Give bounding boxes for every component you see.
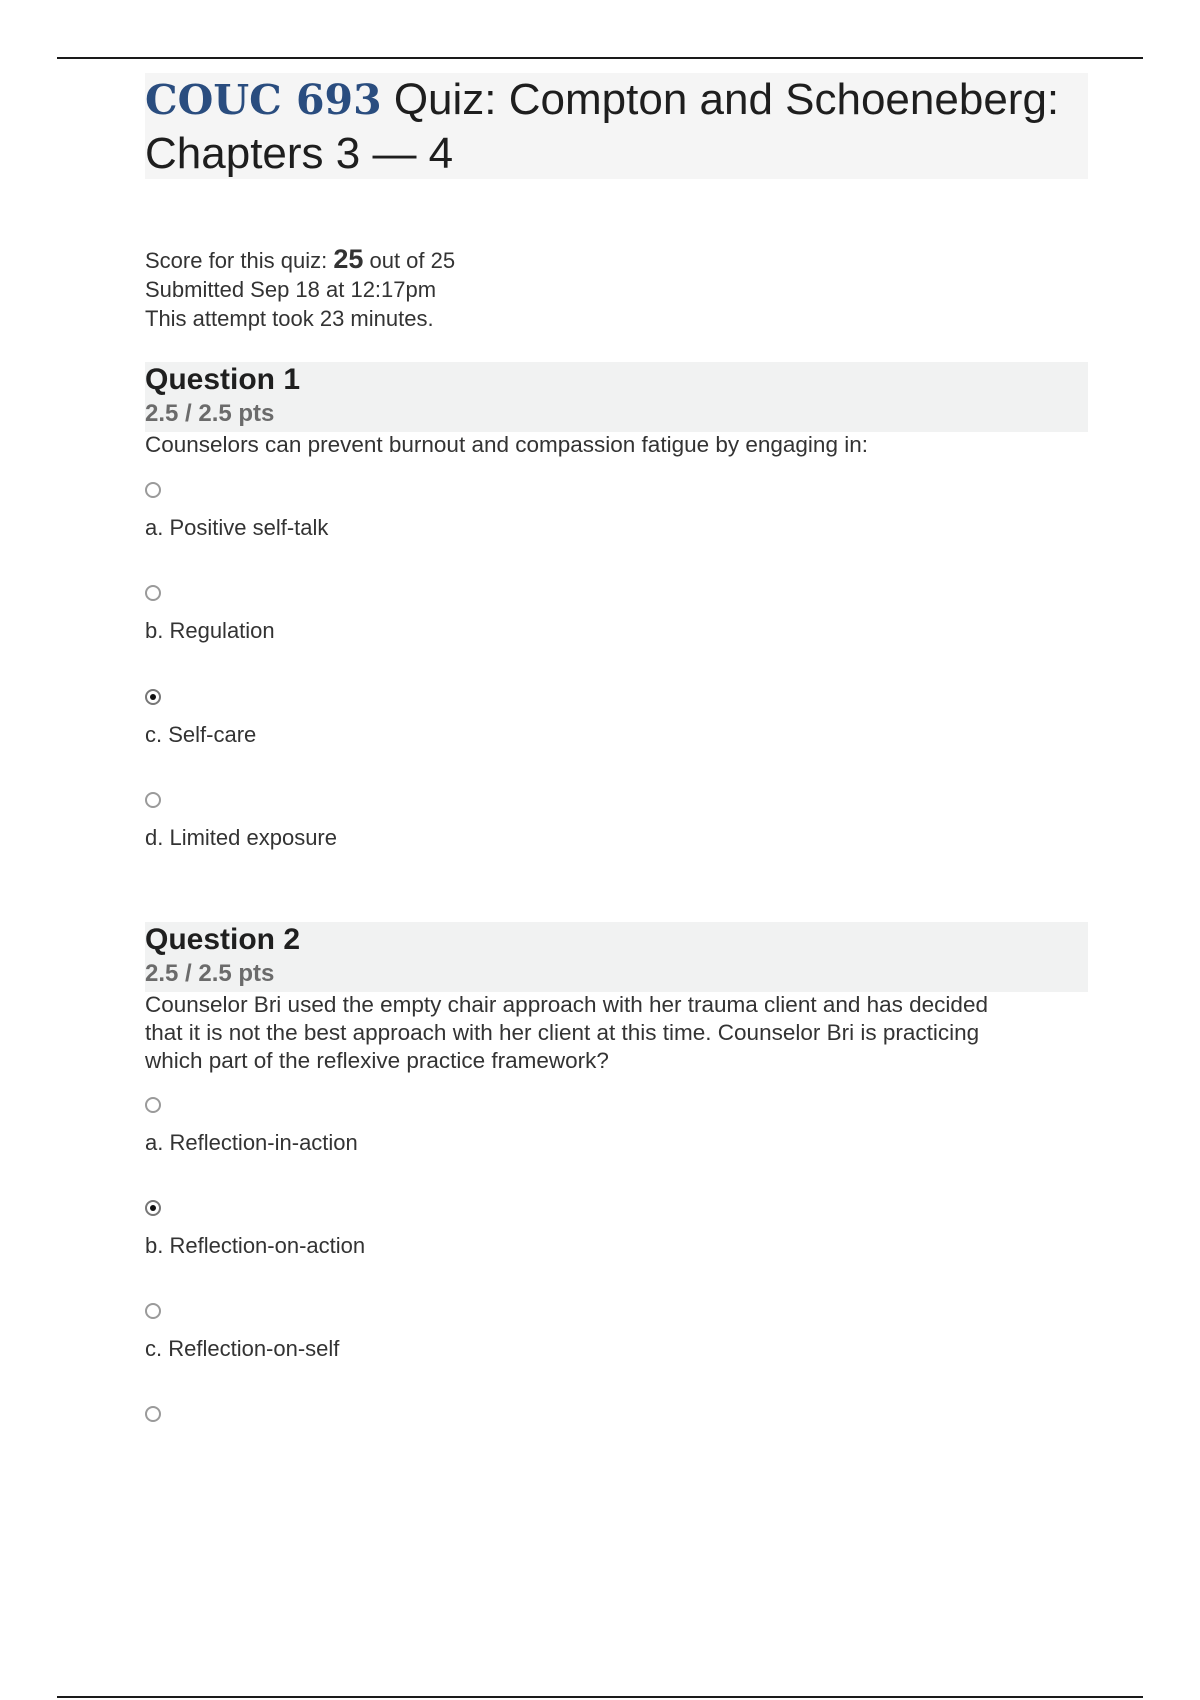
answer-option-a[interactable] [145,1097,358,1155]
score-prefix: Score for this quiz: [145,248,328,273]
quiz-title: Quiz: Compton and Schoeneberg: [393,75,1060,124]
question-title: Question 2 [145,923,301,956]
submitted-time: Submitted Sep 18 at 12:17pm [145,277,437,302]
answer-option-d[interactable] [145,1406,161,1422]
course-code: COUC 693 [145,76,382,124]
answer-label: a. Positive self-talk [145,515,329,540]
radio-button-selected[interactable] [145,689,161,705]
answer-label: b. Reflection-on-action [145,1233,366,1258]
question-text-line: that it is not the best approach with her client at this time. Counselor Bri is practicing [145,1020,980,1045]
answer-option-b[interactable] [145,585,275,643]
question-text-line: Counselor Bri used the empty chair approach with her trauma client and has decided [145,992,988,1017]
answer-option-c[interactable] [145,689,257,747]
score-value: 25 [333,244,364,274]
radio-button[interactable] [145,482,161,498]
answer-option-c[interactable] [145,1303,340,1361]
score-line [145,245,455,275]
score-suffix: out of 25 [369,248,456,273]
question-text [145,991,1088,1075]
bottom-rule [57,1696,1143,1698]
radio-button[interactable] [145,792,161,808]
top-rule [57,57,1143,59]
quiz-meta [145,245,455,333]
question-points: 2.5 / 2.5 pts [145,960,275,987]
question-text: Counselors can prevent burnout and compassion fatigue by engaging in: [145,432,868,457]
attempt-duration: This attempt took 23 minutes. [145,306,434,331]
quiz-title-block [145,73,1088,179]
page-title [145,73,1088,127]
question-2 [145,922,1088,1361]
answer-option-d[interactable] [145,792,337,850]
radio-button-selected[interactable] [145,1200,161,1216]
answer-option-b[interactable] [145,1200,366,1258]
answer-option-a[interactable] [145,482,329,540]
answer-label: c. Reflection-on-self [145,1336,340,1361]
question-header [145,922,1088,992]
radio-button[interactable] [145,1406,161,1422]
answer-label: a. Reflection-in-action [145,1130,358,1155]
question-1 [145,362,1088,850]
question-text-line: which part of the reflexive practice framework? [145,1048,609,1073]
answer-label: c. Self-care [145,722,257,747]
question-points: 2.5 / 2.5 pts [145,400,275,427]
radio-button[interactable] [145,1097,161,1113]
answer-label: b. Regulation [145,618,275,643]
quiz-title-line2: Chapters 3 — 4 [145,129,454,178]
answer-label: d. Limited exposure [145,825,337,850]
question-header [145,362,1088,432]
radio-button[interactable] [145,585,161,601]
question-title: Question 1 [145,363,301,396]
radio-button[interactable] [145,1303,161,1319]
